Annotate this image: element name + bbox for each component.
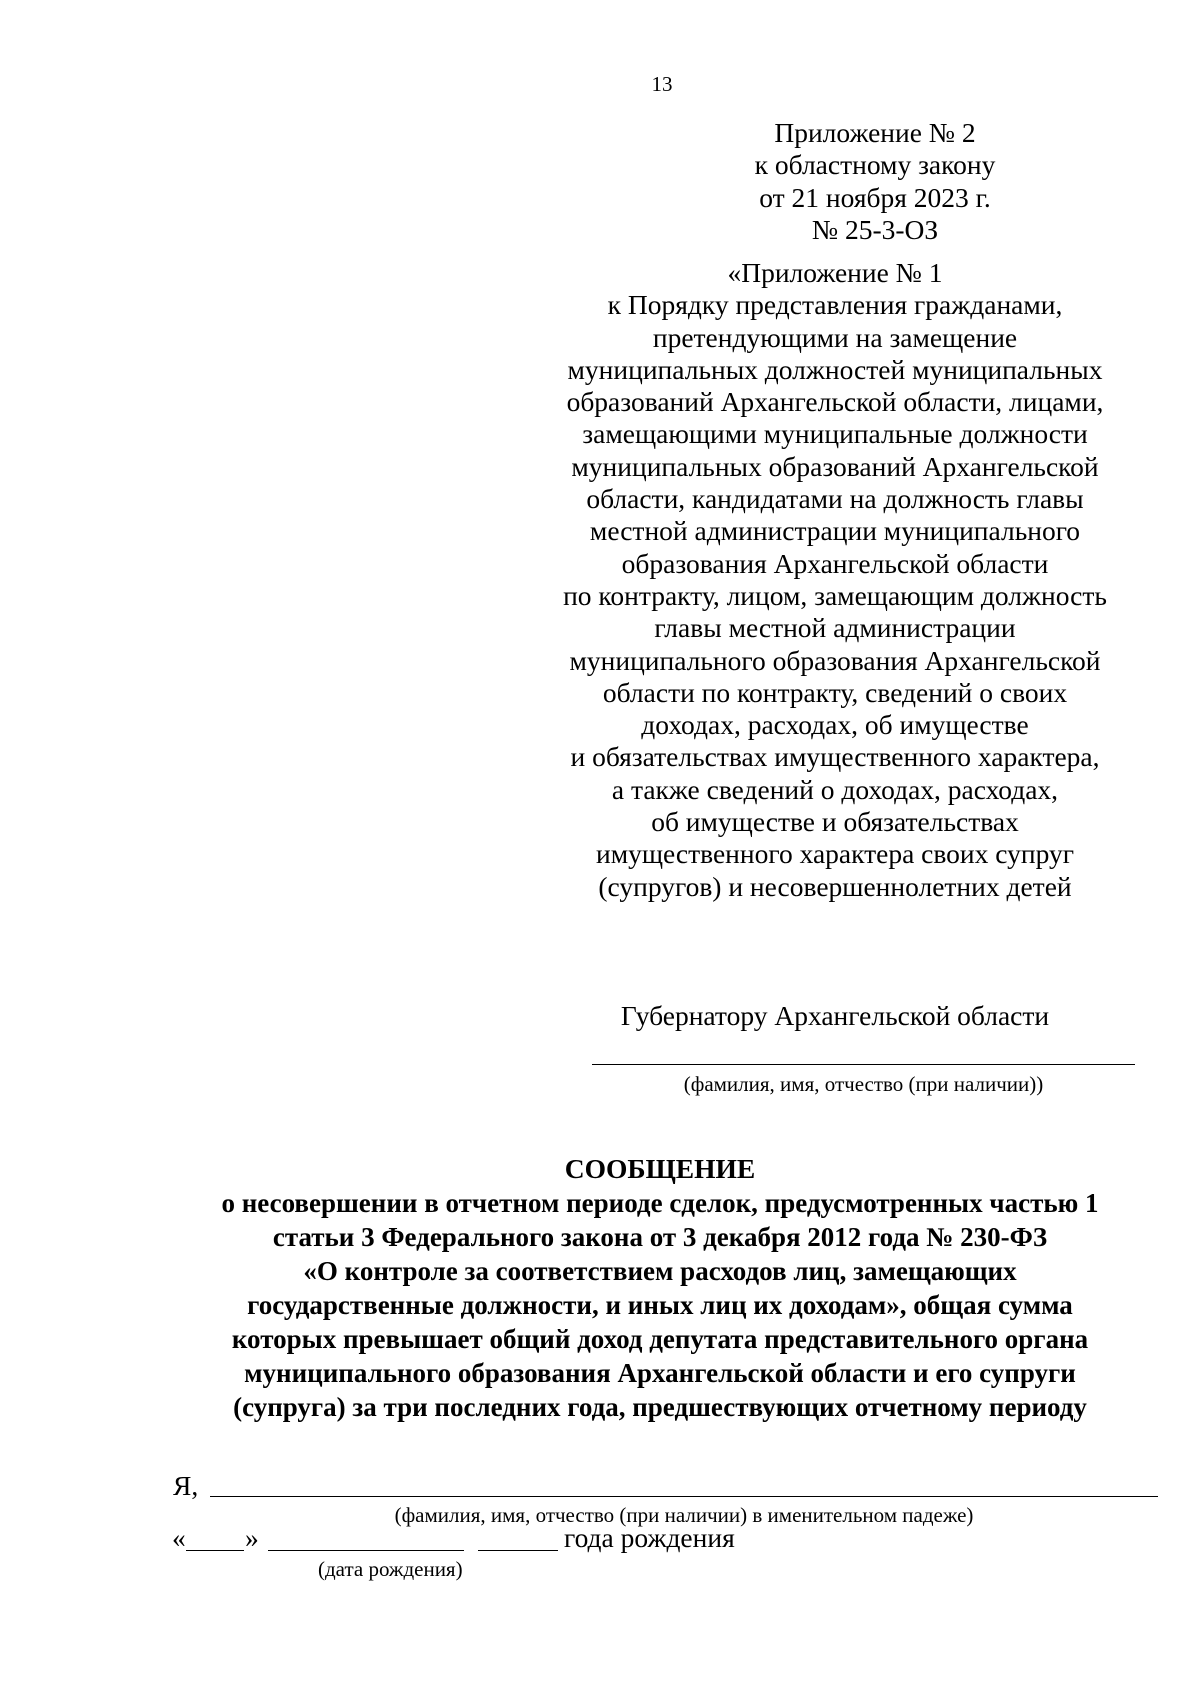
birth-date-caption: (дата рождения) — [318, 1557, 463, 1581]
appendix-1-line: а также сведений о доходах, расходах, — [611, 773, 1059, 805]
appendix-1-line: и обязательствах имущественного характера, — [570, 741, 1100, 773]
birth-day-line[interactable] — [186, 1550, 244, 1551]
appendix-1-line: образований Архангельской области, лицами, — [566, 386, 1104, 418]
appendix-1-line: главы местной администрации — [654, 612, 1016, 644]
appendix-2-line: от 21 ноября 2023 г. — [759, 181, 991, 213]
fio-caption: (фамилия, имя, отчество (при наличии) в именительном падеже) — [394, 1503, 974, 1527]
quote-open: « — [172, 1522, 186, 1553]
birth-month-line[interactable] — [268, 1550, 464, 1551]
appendix-1-line: муниципального образования Архангельской — [569, 644, 1101, 676]
message-title-line: государственные должности, и иных лиц их доходам», общая сумма — [247, 1290, 1073, 1320]
message-heading: СООБЩЕНИЕ — [564, 1153, 756, 1184]
appendix-1-line: местной администрации муниципального — [589, 515, 1081, 547]
appendix-1-line: к Порядку представления гражданами, — [607, 289, 1063, 321]
appendix-1-line: претендующими на замещение — [652, 321, 1018, 353]
fio-input-line[interactable] — [210, 1496, 1158, 1497]
appendix-2-header — [585, 117, 1165, 246]
appendix-1-line: замещающими муниципальные должности — [582, 418, 1088, 450]
page-number: 13 — [651, 72, 673, 96]
appendix-1-line: муниципальных образований Архангельской — [571, 450, 1099, 482]
appendix-1-line: доходах, расходах, об имуществе — [641, 709, 1029, 741]
quote-close: » — [245, 1522, 259, 1553]
addressee-governor: Губернатору Архангельской области — [620, 1000, 1050, 1031]
message-title — [100, 1152, 1200, 1424]
appendix-2-line: Приложение № 2 — [774, 117, 976, 148]
message-title-line: о несовершении в отчетном периоде сделок, предусмотренных частью 1 — [221, 1188, 1099, 1218]
appendix-1-line: имущественного характера своих супруг — [595, 838, 1074, 870]
addressee-fio-line — [592, 1064, 1135, 1065]
message-title-line: (супруга) за три последних года, предшествующих отчетному периоду — [233, 1392, 1087, 1422]
appendix-2-line: № 25-3-ОЗ — [811, 213, 939, 245]
appendix-1-line: области по контракту, сведений о своих — [602, 676, 1068, 708]
birth-year-line[interactable] — [478, 1550, 558, 1551]
appendix-1-line: «Приложение № 1 — [727, 257, 943, 288]
appendix-1-header — [545, 257, 1125, 903]
appendix-1-line: об имуществе и обязательствах — [651, 806, 1019, 838]
i-label: Я, — [173, 1470, 199, 1501]
appendix-1-line: области, кандидатами на должность главы — [586, 483, 1084, 515]
message-title-line: муниципального образования Архангельской области и его супруги — [244, 1358, 1076, 1388]
message-title-line: статьи 3 Федерального закона от 3 декабря 2012 года № 230-ФЗ — [272, 1222, 1048, 1252]
addressee-fio-caption: (фамилия, имя, отчество (при наличии)) — [683, 1072, 1044, 1096]
birth-year-label: года рождения — [564, 1522, 735, 1553]
appendix-1-line: образования Архангельской области — [621, 547, 1049, 579]
appendix-2-line: к областному закону — [754, 149, 996, 181]
appendix-1-line: (супругов) и несовершеннолетних детей — [598, 870, 1072, 902]
appendix-1-line: муниципальных должностей муниципальных — [567, 353, 1103, 385]
message-title-line: «О контроле за соответствием расходов лиц, замещающих — [303, 1256, 1017, 1286]
message-title-line: которых превышает общий доход депутата представительного органа — [231, 1324, 1089, 1354]
appendix-1-line: по контракту, лицом, замещающим должность — [563, 579, 1107, 611]
